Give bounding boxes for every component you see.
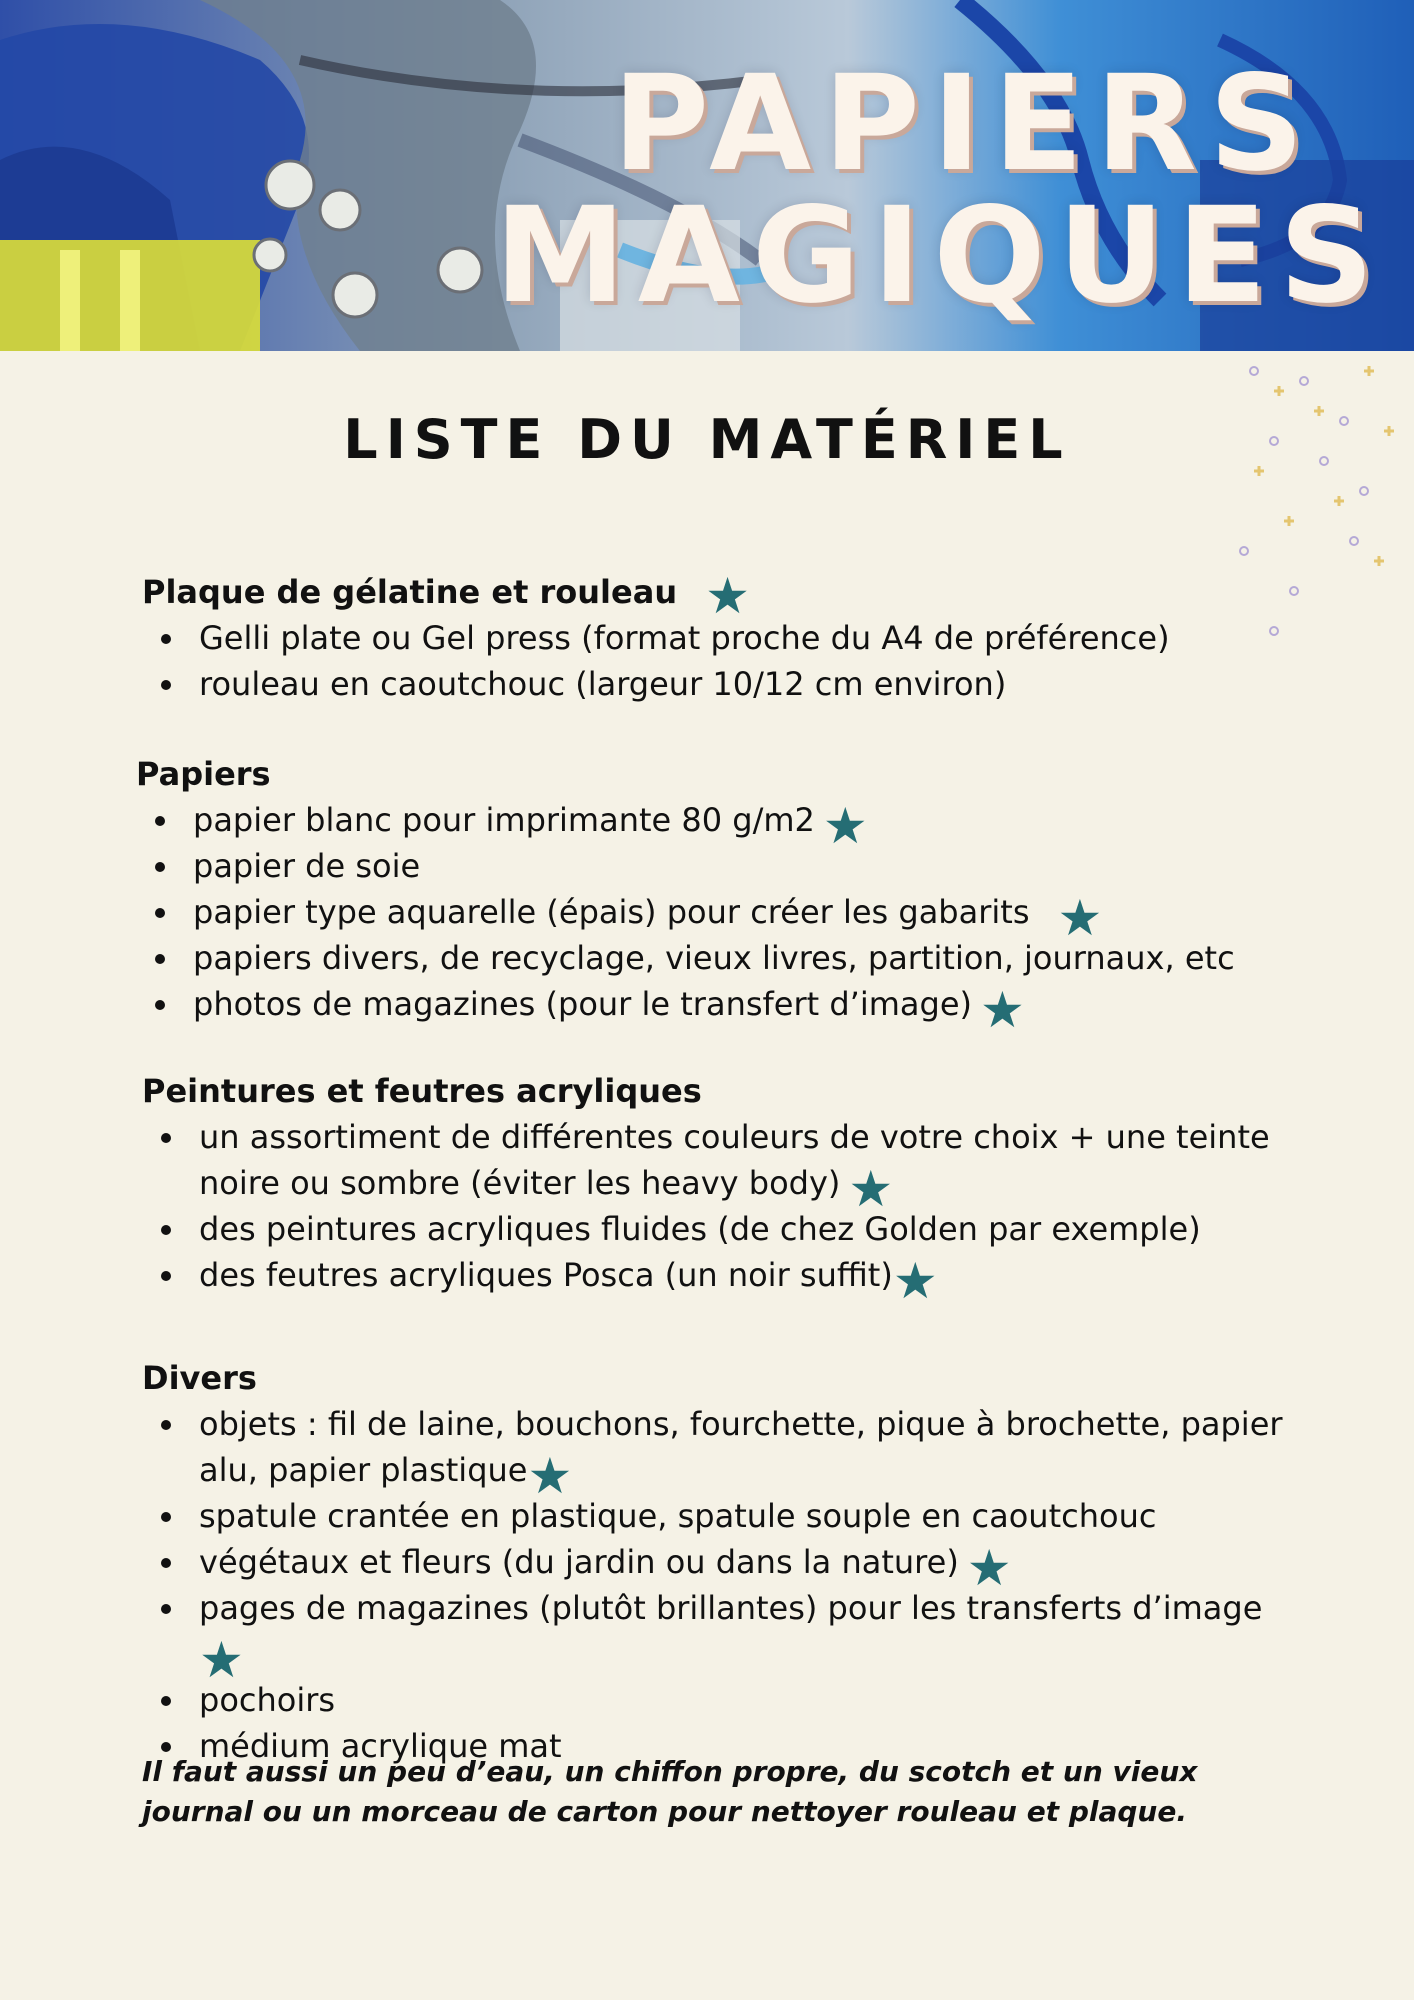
list-item <box>136 843 1293 889</box>
item-list <box>0 1114 1414 1310</box>
section-title-text: Divers <box>142 1359 257 1397</box>
list-item: pages de magazines (plutôt brillantes) pour les transferts d’image★ <box>142 1585 1299 1677</box>
list-item-text: papiers divers, de recyclage, vieux livres, partition, journaux, etc <box>193 939 1235 977</box>
list-item-text: photos de magazines (pour le transfert d’image) <box>193 985 972 1023</box>
list-item: objets : fil de laine, bouchons, fourchette, pique à brochette, papier alu, papier plastique★ <box>142 1401 1299 1493</box>
item-list <box>0 797 1414 1039</box>
list-item-text: rouleau en caoutchouc (largeur 10/12 cm environ) <box>199 665 1007 703</box>
item-list <box>0 615 1414 707</box>
list-item-text: spatule crantée en plastique, spatule souple en caoutchouc <box>199 1497 1157 1535</box>
list-item-text: médium acrylique mat <box>199 1727 562 1765</box>
section-title <box>0 1355 1414 1401</box>
section-title-text: Papiers <box>136 755 271 793</box>
list-item-text: des peintures acryliques fluides (de chez Golden par exemple) <box>199 1210 1201 1248</box>
list-item: papier type aquarelle (épais) pour créer les gabarits ★ <box>136 889 1293 935</box>
list-item-text: papier blanc pour imprimante 80 g/m2 <box>193 801 815 839</box>
closing-note: Il faut aussi un peu d’eau, un chiffon propre, du scotch et un vieux journal ou un morceau de carton pour nettoyer rouleau et plaque. <box>142 1755 1198 1828</box>
list-item <box>142 1493 1299 1539</box>
list-item: végétaux et fleurs (du jardin ou dans la nature) ★ <box>142 1539 1299 1585</box>
header-banner <box>0 0 1414 351</box>
list-item: papier blanc pour imprimante 80 g/m2 ★ <box>136 797 1293 843</box>
list-item-text: papier de soie <box>193 847 421 885</box>
list-item-text: un assortiment de différentes couleurs de votre choix + une teinte noire ou sombre (éviter les heavy body) <box>199 1118 1270 1202</box>
section-papiers <box>0 751 1414 1039</box>
banner-title-line-2: MAGIQUES <box>494 179 1386 333</box>
list-item-text: pochoirs <box>199 1681 336 1719</box>
list-item: un assortiment de différentes couleurs de votre choix + une teinte noire ou sombre (éviter les heavy body) ★ <box>142 1114 1299 1206</box>
banner-title-line-1: PAPIERS <box>612 47 1316 201</box>
list-item-text: papier type aquarelle (épais) pour créer les gabarits <box>193 893 1030 931</box>
list-item <box>142 615 1299 661</box>
section-title: Plaque de gélatine et rouleau ★ <box>142 567 750 625</box>
list-item-text: végétaux et fleurs (du jardin ou dans la nature) <box>199 1543 959 1581</box>
section-plaque <box>0 569 1414 707</box>
section-divers <box>0 1355 1414 1769</box>
list-item <box>136 935 1293 981</box>
list-item <box>142 1206 1299 1252</box>
section-title-text: Peintures et feutres acryliques <box>142 1072 702 1110</box>
section-title <box>0 751 1414 797</box>
list-item: photos de magazines (pour le transfert d’image) ★ <box>136 981 1293 1027</box>
list-item-text: objets : fil de laine, bouchons, fourchette, pique à brochette, papier alu, papier plastique <box>199 1405 1283 1489</box>
list-item-text: Gelli plate ou Gel press (format proche du A4 de préférence) <box>199 619 1170 657</box>
item-list <box>0 1401 1414 1769</box>
page-title: LISTE DU MATÉRIEL <box>343 408 1071 471</box>
section-peintures <box>0 1068 1414 1310</box>
list-item <box>142 1677 1299 1723</box>
list-item: des feutres acryliques Posca (un noir suffit)★ <box>142 1252 1299 1298</box>
list-item <box>142 661 1299 707</box>
list-item-text: pages de magazines (plutôt brillantes) pour les transferts d’image <box>199 1589 1263 1627</box>
section-title <box>0 1068 1414 1114</box>
section-title-text: Plaque de gélatine et rouleau <box>142 573 678 611</box>
list-item-text: des feutres acryliques Posca (un noir suffit) <box>199 1256 893 1294</box>
